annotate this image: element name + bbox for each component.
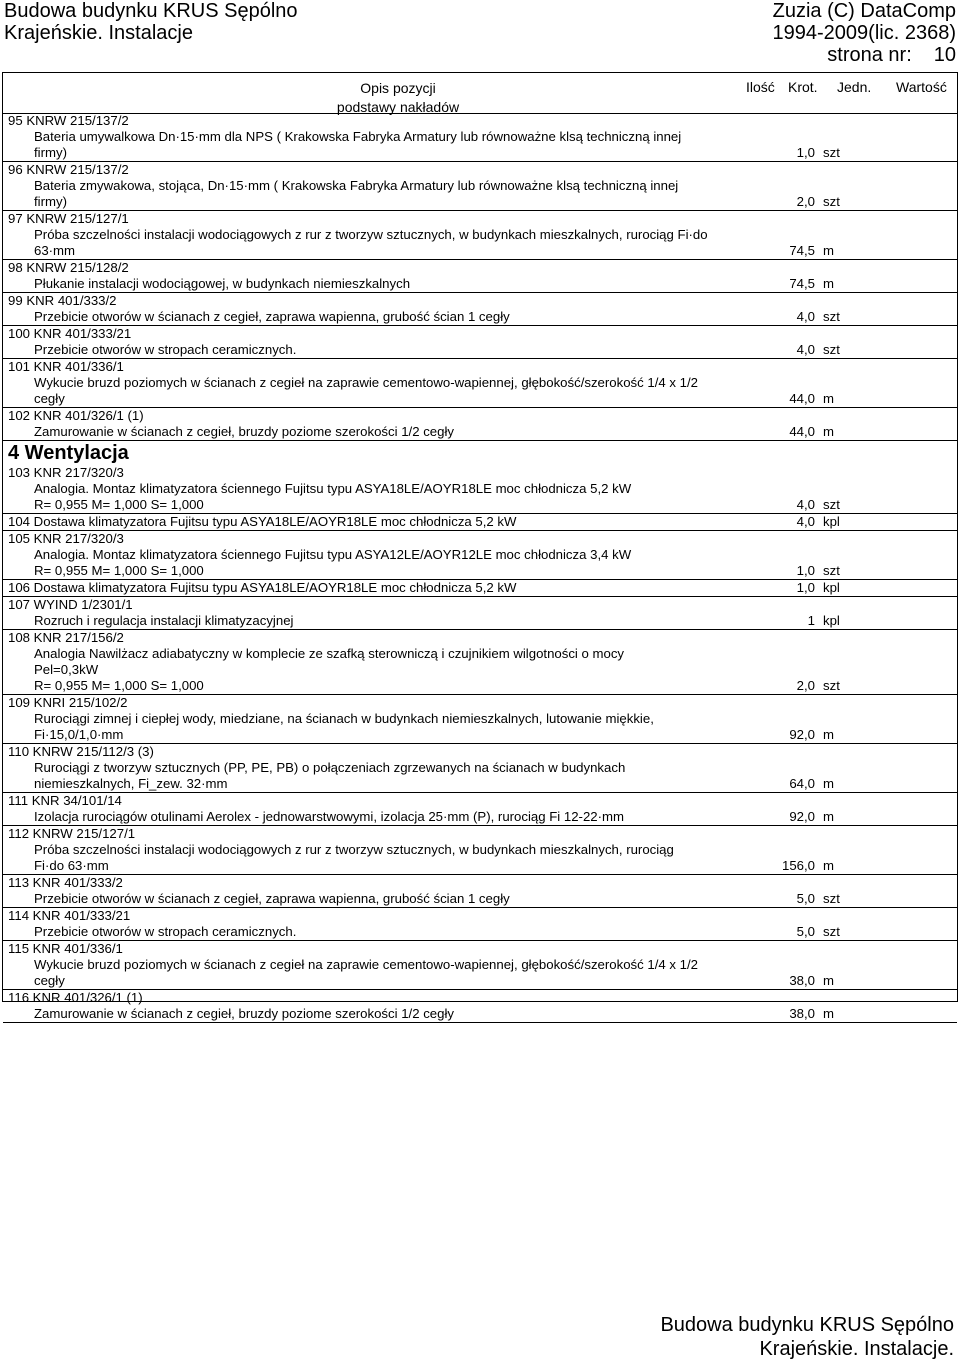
item-unit: m xyxy=(823,243,834,258)
column-header-description xyxy=(333,79,463,117)
item-unit: szt xyxy=(823,194,840,209)
item-unit: szt xyxy=(823,924,840,939)
item-code: 112 KNRW 215/127/1 xyxy=(8,826,136,841)
item-description: R= 0,955 M= 1,000 S= 1,000 xyxy=(34,678,204,693)
item-code: 111 KNR 34/101/14 xyxy=(8,793,122,808)
item-unit: m xyxy=(823,973,834,988)
item-unit: szt xyxy=(823,309,840,324)
item-description: Zamurowanie w ścianach z cegieł, bruzdy poziome szerokości 1/2 cegły xyxy=(34,1006,454,1021)
item-code: 98 KNRW 215/128/2 xyxy=(8,260,129,275)
document-header-left xyxy=(4,0,298,44)
item-description: 63·mm xyxy=(34,243,76,258)
table-row xyxy=(3,941,957,990)
item-description: Zamurowanie w ścianach z cegieł, bruzdy poziome szerokości 1/2 cegły xyxy=(34,424,454,439)
item-code: 114 KNR 401/333/21 xyxy=(8,908,131,923)
column-header-unit: Jedn. xyxy=(837,79,872,95)
item-description: Wykucie bruzd poziomych w ścianach z cegieł na zaprawie cementowo-wapiennej, głębokość/szerokość 1/4 x 1/2 xyxy=(34,375,698,390)
table-row xyxy=(3,465,957,514)
table-row xyxy=(3,326,957,359)
item-unit: kpl xyxy=(823,613,840,628)
page-number: 10 xyxy=(933,44,956,66)
item-description: R= 0,955 M= 1,000 S= 1,000 xyxy=(34,497,204,512)
item-description: Przebicie otworów w stropach ceramicznych. xyxy=(34,924,297,939)
software-license: 1994-2009(lic. 2368) xyxy=(772,22,956,44)
item-description: Analogia. Montaz klimatyzatora ściennego Fujitsu typu ASYA12LE/AOYR12LE moc chłodnicza 3,4 kW xyxy=(34,547,632,562)
item-description: Płukanie instalacji wodociągowej, w budynkach niemieszkalnych xyxy=(34,276,411,291)
table-row xyxy=(3,875,957,908)
item-quantity: 74,5 xyxy=(789,276,815,291)
section-heading: 4 Wentylacja xyxy=(8,442,129,464)
table-row xyxy=(3,580,957,597)
item-description: cegły xyxy=(34,391,65,406)
item-description: firmy) xyxy=(34,145,67,160)
item-code: 110 KNRW 215/112/3 (3) xyxy=(8,744,154,759)
item-quantity: 1,0 xyxy=(796,580,815,595)
item-code: 113 KNR 401/333/2 xyxy=(8,875,123,890)
item-unit: szt xyxy=(823,145,840,160)
item-quantity: 4,0 xyxy=(796,514,815,529)
footer-line1: Budowa budynku KRUS Sępólno xyxy=(660,1314,954,1336)
column-header-value: Wartość xyxy=(896,79,947,95)
item-quantity: 2,0 xyxy=(796,194,815,209)
item-quantity: 4,0 xyxy=(796,309,815,324)
item-description: Fi·15,0/1,0·mm xyxy=(34,727,124,742)
item-code: 99 KNR 401/333/2 xyxy=(8,293,117,308)
table-row xyxy=(3,826,957,875)
table-row xyxy=(3,597,957,630)
item-quantity: 44,0 xyxy=(789,391,815,406)
item-unit: szt xyxy=(823,497,840,512)
item-description: Pel=0,3kW xyxy=(34,662,99,677)
item-unit: m xyxy=(823,809,834,824)
item-description: niemieszkalnych, Fi_zew. 32·mm xyxy=(34,776,228,791)
item-description: Rozruch i regulacja instalacji klimatyzacyjnej xyxy=(34,613,294,628)
table-row xyxy=(3,293,957,326)
item-unit: m xyxy=(823,276,834,291)
column-header-multiplier: Krot. xyxy=(788,79,818,95)
item-quantity: 1 xyxy=(807,613,815,628)
item-code: 97 KNRW 215/127/1 xyxy=(8,211,129,226)
cost-table xyxy=(2,72,958,1021)
table-row xyxy=(3,695,957,744)
item-quantity: 1,0 xyxy=(796,145,815,160)
item-description: R= 0,955 M= 1,000 S= 1,000 xyxy=(34,563,204,578)
item-unit: szt xyxy=(823,342,840,357)
table-row xyxy=(3,162,957,211)
item-unit: szt xyxy=(823,891,840,906)
item-unit: kpl xyxy=(823,580,840,595)
table-row xyxy=(3,630,957,695)
item-code: 105 KNR 217/320/3 xyxy=(8,531,124,546)
table-row xyxy=(3,113,957,162)
item-description: Próba szczelności instalacji wodociągowych z rur z tworzyw sztucznych, w budynkach mieszkalnych, rurociąg Fi·do xyxy=(34,227,708,242)
project-title: Budowa budynku KRUS Sępólno xyxy=(4,0,298,22)
item-quantity: 5,0 xyxy=(796,924,815,939)
page-label: strona nr: xyxy=(827,44,912,66)
table-row xyxy=(3,514,957,531)
item-unit: m xyxy=(823,1006,834,1021)
item-description: firmy) xyxy=(34,194,67,209)
item-unit: m xyxy=(823,391,834,406)
item-code: 108 KNR 217/156/2 xyxy=(8,630,124,645)
item-quantity: 4,0 xyxy=(796,497,815,512)
column-header-description-line1: Opis pozycji xyxy=(360,80,436,96)
item-unit: kpl xyxy=(823,514,840,529)
item-quantity: 38,0 xyxy=(789,973,815,988)
item-code: 95 KNRW 215/137/2 xyxy=(8,113,129,128)
table-row xyxy=(3,744,957,793)
item-code: 103 KNR 217/320/3 xyxy=(8,465,124,480)
item-description: Fi·do 63·mm xyxy=(34,858,109,873)
item-quantity: 4,0 xyxy=(796,342,815,357)
item-description: Bateria zmywakowa, stojąca, Dn·15·mm ( Krakowska Fabryka Armatury lub równoważne klsą techniczną innej xyxy=(34,178,679,193)
item-description: Przebicie otworów w ścianach z cegieł, zaprawa wapienna, grubość ścian 1 cegły xyxy=(34,309,510,324)
item-unit: szt xyxy=(823,563,840,578)
item-unit: m xyxy=(823,727,834,742)
item-description: Rurociągi z tworzyw sztucznych (PP, PE, PB) o połączeniach zgrzewanych na ścianach w budynkach xyxy=(34,760,626,775)
column-header-description-line2: podstawy nakładów xyxy=(336,99,460,115)
item-code: 115 KNR 401/336/1 xyxy=(8,941,123,956)
item-description: Przebicie otworów w ścianach z cegieł, zaprawa wapienna, grubość ścian 1 cegły xyxy=(34,891,510,906)
document-footer xyxy=(660,1313,954,1361)
item-code: 107 WYIND 1/2301/1 xyxy=(8,597,133,612)
item-description: Izolacja rurociągów otulinami Aerolex - jednowarstwowymi, izolacja 25·mm (P), rurociąg Fi 12-22·mm xyxy=(34,809,624,824)
table-row xyxy=(3,359,957,408)
item-code: 101 KNR 401/336/1 xyxy=(8,359,124,374)
item-description: Próba szczelności instalacji wodociągowych z rur z tworzyw sztucznych, w budynkach mieszkalnych, rurociąg xyxy=(34,842,674,857)
item-code: 104 Dostawa klimatyzatora Fujitsu typu ASYA18LE/AOYR18LE moc chłodnicza 5,2 kW xyxy=(8,514,517,529)
item-code: 106 Dostawa klimatyzatora Fujitsu typu ASYA18LE/AOYR18LE moc chłodnicza 5,2 kW xyxy=(8,580,517,595)
table-row xyxy=(3,211,957,260)
item-description: Bateria umywalkowa Dn·15·mm dla NPS ( Krakowska Fabryka Armatury lub równoważne klsą techniczną innej xyxy=(34,129,682,144)
item-unit: m xyxy=(823,858,834,873)
item-code: 102 KNR 401/326/1 (1) xyxy=(8,408,144,423)
item-code: 100 KNR 401/333/21 xyxy=(8,326,132,341)
item-quantity: 38,0 xyxy=(789,1006,815,1021)
item-description: Przebicie otworów w stropach ceramicznych. xyxy=(34,342,297,357)
item-code: 109 KNRI 215/102/2 xyxy=(8,695,128,710)
table-row xyxy=(3,408,957,441)
item-description: Analogia Nawilżacz adiabatyczny w komplecie ze szafką sterowniczą i czujnikiem wilgotności o mocy xyxy=(34,646,625,661)
table-header xyxy=(3,73,957,114)
item-quantity: 1,0 xyxy=(796,563,815,578)
page-indicator xyxy=(773,44,956,66)
item-description: Analogia. Montaz klimatyzatora ściennego Fujitsu typu ASYA18LE/AOYR18LE moc chłodnicza 5,2 kW xyxy=(34,481,632,496)
item-quantity: 5,0 xyxy=(796,891,815,906)
table-row xyxy=(3,990,957,1023)
item-description: Rurociągi zimnej i ciepłej wody, miedziane, na ścianach w budynkach niemieszkalnych, lutowanie miękkie, xyxy=(34,711,654,726)
item-quantity: 44,0 xyxy=(789,424,815,439)
item-unit: m xyxy=(823,776,834,791)
item-description: Wykucie bruzd poziomych w ścianach z cegieł na zaprawie cementowo-wapiennej, głębokość/szerokość 1/4 x 1/2 xyxy=(34,957,698,972)
project-subtitle: Krajeńskie. Instalacje xyxy=(4,22,193,44)
software-name: Zuzia (C) DataComp xyxy=(772,0,956,22)
item-quantity: 74,5 xyxy=(789,243,815,258)
table-row xyxy=(3,531,957,580)
item-description: cegły xyxy=(34,973,65,988)
item-quantity: 92,0 xyxy=(789,727,815,742)
item-quantity: 64,0 xyxy=(789,776,815,791)
document-header-right xyxy=(773,0,956,66)
item-quantity: 92,0 xyxy=(789,809,815,824)
item-code: 96 KNRW 215/137/2 xyxy=(8,162,129,177)
item-unit: m xyxy=(823,424,834,439)
item-unit: szt xyxy=(823,678,840,693)
footer-line2: Krajeńskie. Instalacje. xyxy=(759,1338,954,1360)
item-quantity: 156,0 xyxy=(781,858,815,873)
table-row xyxy=(3,260,957,293)
item-code: 116 KNR 401/326/1 (1) xyxy=(8,990,143,1005)
table-row xyxy=(3,793,957,826)
table-row xyxy=(3,908,957,941)
column-header-quantity: Ilość xyxy=(746,79,775,95)
item-quantity: 2,0 xyxy=(796,678,815,693)
